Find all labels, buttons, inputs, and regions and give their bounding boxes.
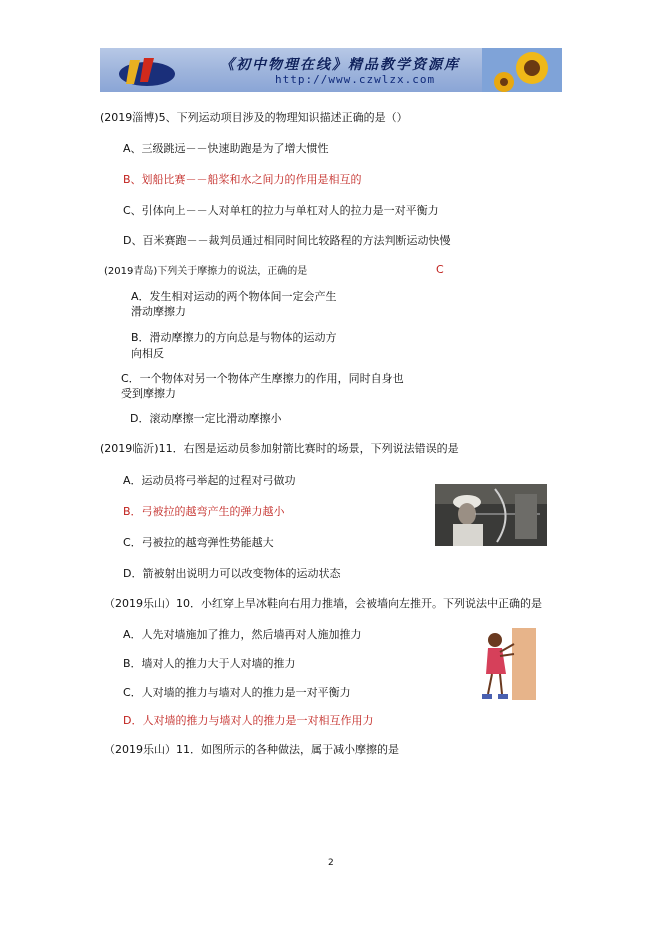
q1-stem: (2019淄博)5、下列运动项目涉及的物理知识描述正确的是（） <box>100 111 408 124</box>
q2-option-c-line2: 受到摩擦力 <box>121 387 176 400</box>
sunflower-image <box>482 48 562 92</box>
q2-option-d: D．滚动摩擦一定比滑动摩擦小 <box>130 412 282 425</box>
q2-option-b-line2: 向相反 <box>131 347 164 360</box>
q3-option-a: A．运动员将弓举起的过程对弓做功 <box>123 474 296 487</box>
q2-stem: (2019青岛)下列关于摩擦力的说法，正确的是 <box>104 266 308 277</box>
girl-pushing-wall-image <box>478 628 536 706</box>
q1-option-a: A、三级跳远－－快速助跑是为了增大惯性 <box>123 142 329 155</box>
q5-stem: （2019乐山）11．如图所示的各种做法，属于减小摩擦的是 <box>104 743 399 756</box>
q4-stem: （2019乐山）10．小红穿上旱冰鞋向右用力推墙，会被墙向左推开。下列说法中正确的是 <box>104 597 542 610</box>
q3-option-b-answer: B．弓被拉的越弯产生的弹力越小 <box>123 505 285 518</box>
q1-option-c: C、引体向上－－人对单杠的拉力与单杠对人的拉力是一对平衡力 <box>123 204 439 217</box>
q3-stem: (2019临沂)11．右图是运动员参加射箭比赛时的场景，下列说法错误的是 <box>100 442 459 455</box>
q3-option-d: D．箭被射出说明力可以改变物体的运动状态 <box>123 567 341 580</box>
banner-url[interactable]: http://www.czwlzx.com <box>275 73 436 86</box>
q4-option-a: A．人先对墙施加了推力，然后墙再对人施加推力 <box>123 628 362 641</box>
archer-photo <box>435 484 547 546</box>
q4-option-c: C．人对墙的推力与墙对人的推力是一对平衡力 <box>123 686 351 699</box>
banner-title: 《初中物理在线》精品教学资源库 <box>220 57 460 73</box>
q1-option-b-answer: B、划船比赛－－船桨和水之间力的作用是相互的 <box>123 173 362 186</box>
q4-option-b: B．墙对人的推力大于人对墙的推力 <box>123 657 296 670</box>
q3-option-c: C．弓被拉的越弯弹性势能越大 <box>123 536 274 549</box>
site-logo <box>112 52 182 90</box>
q4-option-d-answer: D．人对墙的推力与墙对人的推力是一对相互作用力 <box>123 714 374 727</box>
q2-answer: C <box>436 263 444 276</box>
q2-option-b-line1: B．滑动摩擦力的方向总是与物体的运动方 <box>131 331 337 344</box>
q2-option-c-line1: C．一个物体对另一个物体产生摩擦力的作用，同时自身也 <box>121 372 404 385</box>
header-banner <box>100 48 562 92</box>
q2-option-a-line2: 滑动摩擦力 <box>131 305 186 318</box>
q1-option-d: D、百米赛跑－－裁判员通过相同时间比较路程的方法判断运动快慢 <box>123 234 451 247</box>
page-number: 2 <box>328 858 334 868</box>
q2-option-a-line1: A．发生相对运动的两个物体间一定会产生 <box>131 290 337 303</box>
